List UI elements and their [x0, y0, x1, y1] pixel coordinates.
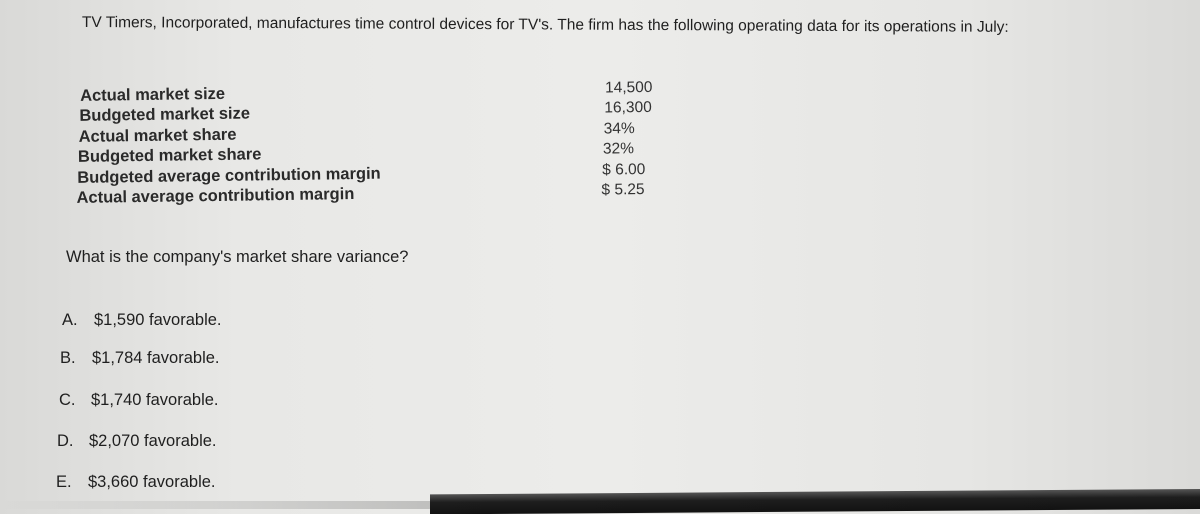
data-value: $ 6.00 — [602, 160, 646, 179]
answer-options — [56, 311, 222, 514]
data-value: 32% — [602, 140, 635, 158]
data-label: Budgeted average contribution margin — [77, 164, 381, 187]
option-text: $1,784 favorable. — [92, 348, 220, 367]
data-label: Actual market share — [78, 125, 237, 146]
question-text: What is the company's market share variance? — [66, 248, 409, 266]
option-text: $1,740 favorable. — [91, 391, 219, 409]
option-text: $3,660 favorable. — [88, 473, 216, 491]
data-label: Budgeted market size — [79, 104, 251, 126]
data-value: 14,500 — [604, 78, 653, 97]
option-letter: A. — [62, 311, 78, 329]
data-label: Actual average contribution margin — [76, 184, 355, 207]
option-letter: E. — [56, 473, 72, 491]
option-text: $2,070 favorable. — [89, 431, 217, 450]
option-text: $1,590 favorable. — [94, 311, 222, 329]
answer-option-a[interactable] — [62, 311, 222, 352]
operating-data-table — [70, 79, 672, 210]
screen-bezel — [430, 489, 1200, 514]
data-value: 16,300 — [604, 99, 652, 117]
data-value: $ 5.25 — [601, 180, 645, 199]
option-letter: D. — [57, 431, 74, 450]
bottom-shadow — [0, 501, 440, 509]
data-label: Actual market size — [79, 84, 226, 105]
option-letter: C. — [59, 391, 76, 409]
answer-option-c[interactable] — [59, 391, 219, 432]
problem-intro: TV Timers, Incorporated, manufactures time control devices for TV's. The firm has the following operating data for its operations in July: — [81, 14, 1009, 36]
data-label: Budgeted market share — [77, 145, 262, 167]
answer-option-b[interactable] — [60, 349, 220, 390]
data-value: 34% — [603, 119, 635, 138]
answer-option-d[interactable] — [57, 432, 217, 473]
option-letter: B. — [60, 348, 76, 367]
